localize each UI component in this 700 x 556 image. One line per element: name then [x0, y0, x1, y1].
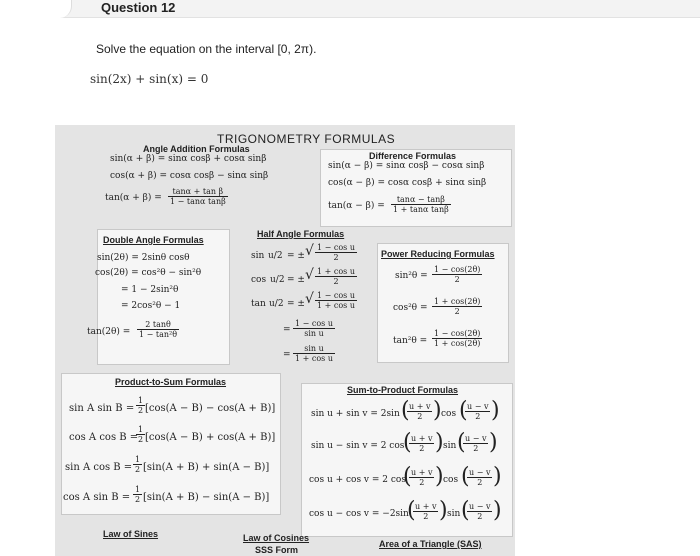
- l4-b-den: 2: [477, 512, 483, 521]
- half-sin-root-icon: √: [305, 243, 314, 259]
- question-equation: sin(2x) + sin(x) = 0: [90, 72, 209, 86]
- addition-tan-fraction: [168, 187, 228, 206]
- half-alt-eq-2: =: [283, 350, 291, 360]
- product-sum-l3-one: 1: [135, 455, 141, 464]
- question-title: Question 12: [101, 0, 176, 15]
- sum-product-l2-frac-b: [463, 434, 488, 453]
- power-tan-label: tan²θ =: [393, 336, 428, 346]
- half-sin-den: 2: [333, 253, 339, 262]
- paren-close: ): [491, 398, 500, 423]
- paren-open: (: [459, 398, 468, 423]
- l2-sin: sin: [443, 441, 457, 451]
- half-alt-fraction-2: [293, 344, 335, 363]
- double-line-5: tan(2θ) =: [87, 327, 131, 337]
- l3-b-den: 2: [477, 478, 483, 487]
- half-tan-arg: u/2: [269, 299, 284, 309]
- difference-line-1: sin(α − β) = sinα cosβ − cosα sinβ: [328, 161, 485, 171]
- l3-cos: cos: [443, 475, 459, 485]
- sum-product-l3-frac-b: [467, 468, 492, 487]
- half-tan-label: tan: [251, 299, 266, 309]
- double-tan-fraction: [137, 320, 179, 339]
- sum-product-l4-frac-a: [413, 502, 438, 521]
- paren-close: ): [439, 498, 448, 523]
- l4-a-num: u + v: [415, 502, 437, 511]
- law-of-sines-title: Law of Sines: [103, 529, 159, 539]
- half-alt-fraction-1: [293, 319, 335, 338]
- power-sin-label: sin²θ =: [395, 271, 428, 281]
- half-cos-den: 2: [333, 277, 339, 286]
- difference-line-3: tan(α − β) =: [328, 201, 385, 211]
- sum-product-l4-frac-b: [467, 502, 492, 521]
- product-sum-l3-half: [133, 455, 142, 474]
- paren-open: (: [403, 430, 412, 455]
- power-tan-fraction: [432, 329, 482, 348]
- sum-product-l4: cos u − cos v = −2sin: [309, 509, 409, 519]
- half-alt-den-2: 1 + cos u: [295, 354, 333, 363]
- question-header: [0, 0, 700, 18]
- half-sin-label: sin: [251, 251, 265, 261]
- difference-tan-num: tanα − tanβ: [391, 195, 451, 205]
- power-cos-fraction: [432, 297, 482, 316]
- half-tan-den: 1 + cos u: [317, 301, 355, 310]
- product-sum-title: Product-to-Sum Formulas: [115, 377, 227, 387]
- addition-tan-den: 1 − tanα tanβ: [170, 197, 226, 206]
- half-angle-title: Half Angle Formulas: [257, 229, 345, 239]
- half-cos-fraction: [315, 267, 357, 286]
- area-of-triangle-title: Area of a Triangle (SAS): [379, 539, 482, 549]
- power-tan-num: 1 − cos(2θ): [434, 329, 481, 338]
- double-tan-den: 1 − tan²θ: [139, 330, 178, 339]
- trig-formula-sheet-image: [55, 125, 515, 556]
- addition-line-1: sin(α + β) = sinα cosβ + cosα sinβ: [110, 154, 267, 164]
- double-line-2: cos(2θ) = cos²θ − sin²θ: [95, 268, 202, 278]
- power-sin-num: 1 − cos(2θ): [434, 265, 481, 274]
- l2-b-den: 2: [473, 444, 479, 453]
- double-line-4: = 2cos²θ − 1: [121, 301, 181, 311]
- product-sum-l2-one: 1: [138, 425, 144, 434]
- paren-close: ): [489, 430, 498, 455]
- paren-close: ): [435, 464, 444, 489]
- product-sum-l1-half: [136, 396, 145, 415]
- l1-b-den: 2: [475, 412, 481, 421]
- half-alt-num-2: sin u: [293, 344, 335, 354]
- half-sin-num: 1 − cos u: [317, 243, 355, 252]
- sum-product-l1-frac-b: [465, 402, 490, 421]
- question-prompt: Solve the equation on the interval [0, 2π).: [96, 42, 317, 56]
- product-sum-l4-one: 1: [135, 485, 141, 494]
- product-sum-l1-one: 1: [138, 396, 144, 405]
- power-sin-fraction: [432, 265, 482, 284]
- difference-tan-fraction: [391, 195, 451, 214]
- half-sin-arg: u/2: [268, 251, 283, 261]
- addition-line-3: tan(α + β) =: [105, 193, 162, 203]
- half-sin-fraction: [315, 243, 357, 262]
- addition-tan-num: tanα + tan β: [168, 187, 228, 197]
- sum-product-l3-frac-a: [409, 468, 434, 487]
- power-cos-label: cos²θ =: [393, 303, 428, 313]
- product-sum-l3-two: 2: [135, 465, 141, 474]
- power-title: Power Reducing Formulas: [381, 249, 495, 259]
- paren-open: (: [461, 464, 470, 489]
- half-tan-num: 1 − cos u: [317, 291, 355, 300]
- half-cos-arg: u/2: [270, 275, 285, 285]
- paren-open: (: [461, 498, 470, 523]
- half-tan-root-icon: √: [305, 291, 314, 307]
- l2-b-num: u − v: [465, 434, 487, 443]
- half-cos-pm: = ±: [287, 275, 305, 285]
- paren-open: (: [401, 398, 410, 423]
- l4-b-num: u − v: [469, 502, 491, 511]
- product-sum-l1-right: [cos(A − B) − cos(A + B)]: [145, 403, 276, 414]
- sss-form-label: SSS Form: [255, 545, 299, 555]
- l1-b-num: u − v: [467, 402, 489, 411]
- half-alt-eq-1: =: [283, 325, 291, 335]
- l2-a-den: 2: [419, 444, 425, 453]
- product-sum-l1-two: 2: [138, 406, 144, 415]
- power-cos-num: 1 + cos(2θ): [434, 297, 481, 306]
- product-sum-l2-left: cos A cos B =: [69, 432, 139, 443]
- paren-close: ): [435, 430, 444, 455]
- paren-open: (: [407, 498, 416, 523]
- sum-product-l2: sin u − sin v = 2 cos: [311, 441, 405, 451]
- half-cos-label: cos: [251, 275, 267, 285]
- l3-a-den: 2: [419, 478, 425, 487]
- l1-a-num: u + v: [409, 402, 431, 411]
- sum-product-l3: cos u + cos v = 2 cos: [309, 475, 406, 485]
- paren-close: ): [493, 464, 502, 489]
- product-sum-l3-right: [sin(A + B) + sin(A − B)]: [143, 462, 270, 473]
- paren-close: ): [493, 498, 502, 523]
- double-line-3: = 1 − 2sin²θ: [121, 285, 179, 295]
- double-angle-title: Double Angle Formulas: [103, 235, 204, 245]
- question-tab-shape: [0, 0, 72, 18]
- half-sin-pm: = ±: [287, 251, 305, 261]
- l1-a-den: 2: [417, 412, 423, 421]
- half-cos-num: 1 + cos u: [317, 267, 355, 276]
- half-alt-den-1: sin u: [304, 329, 324, 338]
- power-cos-den: 2: [454, 307, 460, 316]
- double-line-1: sin(2θ) = 2sinθ cosθ: [97, 253, 190, 263]
- double-angle-panel: [97, 229, 230, 365]
- addition-line-2: cos(α + β) = cosα cosβ − sinα sinβ: [110, 171, 269, 181]
- half-alt-num-1: 1 − cos u: [295, 319, 333, 328]
- product-sum-l3-left: sin A cos B =: [65, 462, 133, 473]
- l3-b-num: u − v: [469, 468, 491, 477]
- product-sum-l1-left: sin A sin B =: [69, 403, 135, 414]
- l3-a-num: u + v: [411, 468, 433, 477]
- law-of-cosines-title: Law of Cosines: [243, 533, 310, 543]
- product-sum-l4-half: [133, 485, 142, 504]
- product-sum-l2-two: 2: [138, 435, 144, 444]
- product-sum-l4-right: [sin(A + B) − sin(A − B)]: [143, 492, 270, 503]
- paren-open: (: [403, 464, 412, 489]
- double-tan-num: 2 tanθ: [137, 320, 179, 330]
- difference-tan-den: 1 + tanα tanβ: [393, 205, 449, 214]
- power-sin-den: 2: [454, 275, 460, 284]
- sheet-heading: TRIGONOMETRY FORMULAS: [217, 132, 396, 146]
- sum-product-l1: sin u + sin v = 2sin: [311, 409, 400, 419]
- sum-product-l2-frac-a: [409, 434, 434, 453]
- product-sum-l4-two: 2: [135, 495, 141, 504]
- paren-close: ): [433, 398, 442, 423]
- half-tan-fraction: [315, 291, 357, 310]
- half-cos-root-icon: √: [305, 267, 314, 283]
- paren-open: (: [457, 430, 466, 455]
- product-sum-l4-left: cos A sin B =: [63, 492, 131, 503]
- half-tan-pm: = ±: [287, 299, 305, 309]
- l1-cos: cos: [441, 409, 457, 419]
- l4-sin: sin: [447, 509, 461, 519]
- sum-product-title: Sum-to-Product Formulas: [347, 385, 459, 395]
- power-tan-den: 1 + cos(2θ): [434, 339, 481, 348]
- product-sum-l2-right: [cos(A − B) + cos(A + B)]: [145, 432, 276, 443]
- sum-product-l1-frac-a: [407, 402, 432, 421]
- l2-a-num: u + v: [411, 434, 433, 443]
- difference-title: Difference Formulas: [369, 151, 457, 161]
- addition-title: Angle Addition Formulas: [143, 144, 250, 154]
- product-sum-l2-half: [136, 425, 145, 444]
- l4-a-den: 2: [423, 512, 429, 521]
- difference-line-2: cos(α − β) = cosα cosβ + sinα sinβ: [328, 178, 487, 188]
